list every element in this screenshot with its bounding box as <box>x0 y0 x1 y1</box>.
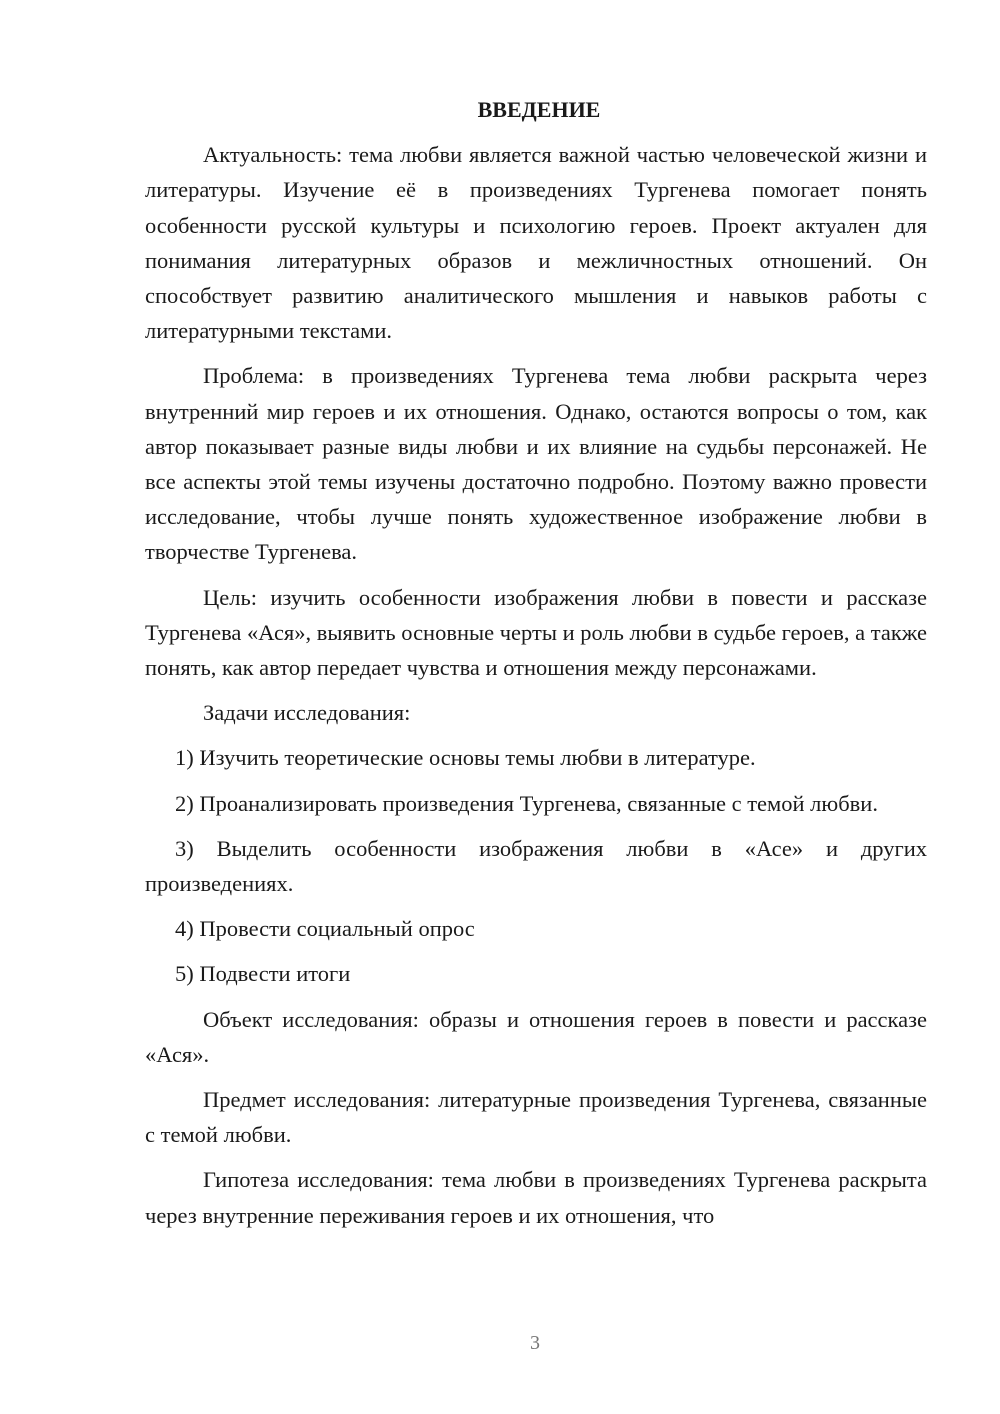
paragraph-goal: Цель: изучить особенности изображения любви в повести и рассказе Тургенева «Ася», выявить основные черты и роль любви в судьбе героев, а также понять, как автор передает чувства и отношения между персонажами. <box>145 584 927 681</box>
paragraph-relevance: Актуальность: тема любви является важной частью человеческой жизни и литературы. Изучение её в произведениях Тургенева помогает понять особенности русской культуры и психологию героев. Проект актуален для понимания литературных образов и межличностных отношений. Он способствует развитию аналитического мышления и навыков работы с литературными текстами. <box>145 142 927 344</box>
task-item-5: 5) Подвести итоги <box>175 961 351 987</box>
paragraph-hypothesis: Гипотеза исследования: тема любви в произведениях Тургенева раскрыта через внутренние переживания героев и их отношения, что <box>145 1167 927 1228</box>
paragraph-subject: Предмет исследования: литературные произведения Тургенева, связанные с темой любви. <box>145 1087 927 1148</box>
task-item-2: 2) Проанализировать произведения Тургенева, связанные с темой любви. <box>175 790 878 816</box>
task-item-1: 1) Изучить теоретические основы темы любви в литературе. <box>175 745 756 771</box>
page-content <box>145 92 927 1243</box>
task-item-3: 3) Выделить особенности изображения любви в «Асе» и других произведениях. <box>145 835 927 897</box>
task-item-4: 4) Провести социальный опрос <box>175 916 475 942</box>
paragraph-problem: Проблема: в произведениях Тургенева тема любви раскрыта через внутренний мир героев и их отношения. Однако, остаются вопросы о том, как автор показывает разные виды любви и их влияние на судьбы персонажей. Не все аспекты этой темы изучены достаточно подробно. Поэтому важно провести исследование, чтобы лучше понять художественное изображение любви в творчестве Тургенева. <box>145 363 927 565</box>
tasks-label: Задачи исследования: <box>203 700 411 726</box>
page-title: ВВЕДЕНИЕ <box>477 97 601 122</box>
page-number: 3 <box>530 1332 540 1354</box>
paragraph-object: Объект исследования: образы и отношения героев в повести и рассказе «Ася». <box>145 1006 927 1067</box>
